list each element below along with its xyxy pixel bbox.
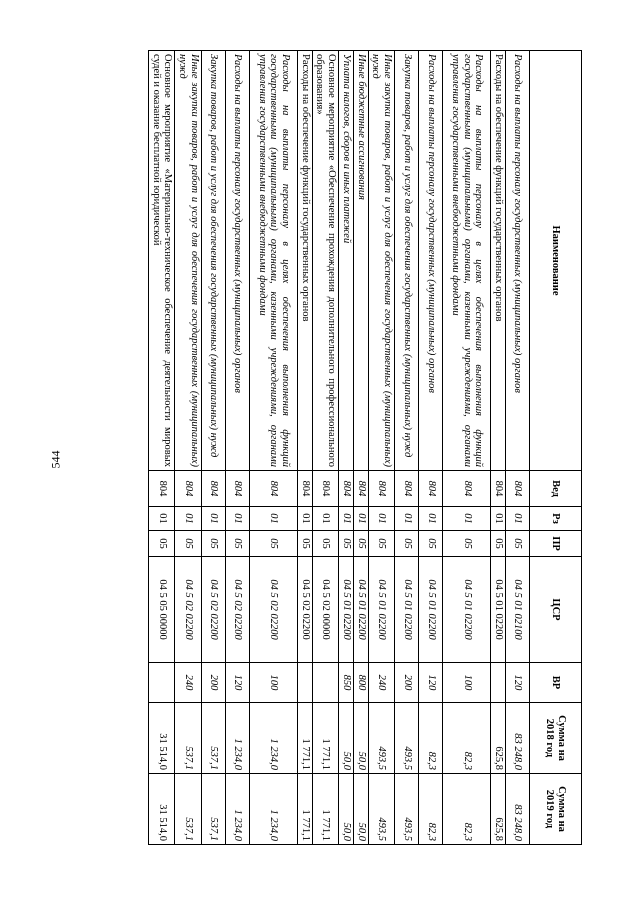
row-rz: 01 <box>354 507 369 531</box>
row-sum-2019: 537,1 <box>202 774 226 845</box>
row-ved: 804 <box>298 471 313 507</box>
table-row <box>226 51 250 845</box>
row-rz: 01 <box>226 507 250 531</box>
row-rz: 01 <box>419 507 443 531</box>
row-csr: 04 5 05 00000 <box>149 557 176 663</box>
row-rz: 01 <box>175 507 202 531</box>
row-sum-2018: 537,1 <box>175 703 202 774</box>
table-row <box>202 51 226 845</box>
row-csr: 04 5 01 02200 <box>491 557 506 663</box>
row-rz: 01 <box>506 507 530 531</box>
row-name: Уплата налогов, сборов и иных платежей <box>339 51 354 471</box>
row-ved: 804 <box>312 471 339 507</box>
table-row <box>250 51 298 845</box>
row-csr: 04 5 02 02200 <box>202 557 226 663</box>
row-pr: 05 <box>354 531 369 557</box>
row-pr: 05 <box>506 531 530 557</box>
row-csr: 04 5 01 02200 <box>419 557 443 663</box>
row-rz: 01 <box>202 507 226 531</box>
row-pr: 05 <box>419 531 443 557</box>
row-csr: 04 5 01 02200 <box>339 557 354 663</box>
row-vr <box>298 663 313 703</box>
row-name: Расходы на выплаты персоналу государственных (муниципальных) органов <box>506 51 530 471</box>
row-ved: 804 <box>149 471 176 507</box>
row-ved: 804 <box>250 471 298 507</box>
row-pr: 05 <box>149 531 176 557</box>
row-sum-2018: 493,5 <box>395 703 419 774</box>
page-number: 544 <box>48 450 63 469</box>
row-rz: 01 <box>298 507 313 531</box>
row-vr <box>312 663 339 703</box>
row-sum-2018: 493,5 <box>368 703 395 774</box>
table-row <box>506 51 530 845</box>
row-pr: 05 <box>339 531 354 557</box>
row-sum-2019: 1 771,1 <box>312 774 339 845</box>
row-name: Расходы на выплаты персоналу государственных (муниципальных) органов <box>226 51 250 471</box>
row-sum-2019: 493,5 <box>395 774 419 845</box>
row-ved: 804 <box>506 471 530 507</box>
table-row <box>339 51 354 845</box>
row-vr: 100 <box>443 663 491 703</box>
row-sum-2019: 1 771,1 <box>298 774 313 845</box>
row-sum-2018: 83 248,0 <box>506 703 530 774</box>
table-row <box>368 51 395 845</box>
table-row <box>312 51 339 845</box>
row-vr: 120 <box>506 663 530 703</box>
row-pr: 05 <box>395 531 419 557</box>
row-csr: 04 5 01 02100 <box>506 557 530 663</box>
header-rz: Рз <box>530 507 582 531</box>
row-ved: 804 <box>339 471 354 507</box>
row-rz: 01 <box>395 507 419 531</box>
row-name: Основное мероприятие «Материально-техническое обеспечение деятельности мировых судей и оказание бесплатной юридической <box>149 51 176 471</box>
row-pr: 05 <box>443 531 491 557</box>
row-sum-2018: 1 771,1 <box>312 703 339 774</box>
table-row <box>354 51 369 845</box>
row-sum-2019: 537,1 <box>175 774 202 845</box>
row-sum-2018: 1 771,1 <box>298 703 313 774</box>
row-ved: 804 <box>419 471 443 507</box>
row-sum-2018: 1 234,0 <box>226 703 250 774</box>
row-sum-2019: 82,3 <box>443 774 491 845</box>
table-row <box>491 51 506 845</box>
row-vr: 120 <box>419 663 443 703</box>
row-pr: 05 <box>312 531 339 557</box>
header-pr: ПР <box>530 531 582 557</box>
row-csr: 04 5 01 02200 <box>368 557 395 663</box>
row-csr: 04 5 01 02200 <box>395 557 419 663</box>
row-csr: 04 5 02 02200 <box>226 557 250 663</box>
row-name: Расходы на обеспечение функций государственных органов <box>491 51 506 471</box>
row-rz: 01 <box>339 507 354 531</box>
row-vr: 120 <box>226 663 250 703</box>
row-name: Иные закупки товаров, работ и услуг для обеспечения государственных (муниципальных) нужд <box>368 51 395 471</box>
row-csr: 04 5 01 02200 <box>354 557 369 663</box>
row-sum-2019: 625,8 <box>491 774 506 845</box>
row-csr: 04 5 02 02200 <box>250 557 298 663</box>
row-name: Иные бюджетные ассигнования <box>354 51 369 471</box>
row-vr: 240 <box>175 663 202 703</box>
row-name: Расходы на выплаты персоналу в целях обеспечения выполнения функций государственными (муниципальными) органами, казенными учреждениями, органами управления государственными внебюджетными фондами <box>443 51 491 471</box>
row-vr <box>491 663 506 703</box>
row-sum-2018: 1 234,0 <box>250 703 298 774</box>
header-name: Наименование <box>530 51 582 471</box>
row-rz: 01 <box>312 507 339 531</box>
row-name: Расходы на обеспечение функций государственных органов <box>298 51 313 471</box>
table-row <box>175 51 202 845</box>
table-header-row <box>530 51 582 845</box>
row-pr: 05 <box>202 531 226 557</box>
table-row <box>419 51 443 845</box>
rotated-page-content <box>68 50 582 844</box>
table-row <box>395 51 419 845</box>
row-sum-2018: 82,3 <box>419 703 443 774</box>
header-vr: ВР <box>530 663 582 703</box>
row-name: Расходы на выплаты персоналу в целях обеспечения выполнения функций государственными (муниципальными) органами, казенными учреждениями, органами управления государственными внебюджетными фондами <box>250 51 298 471</box>
row-sum-2018: 82,3 <box>443 703 491 774</box>
row-sum-2018: 31 514,0 <box>149 703 176 774</box>
row-vr: 100 <box>250 663 298 703</box>
row-sum-2019: 83 248,0 <box>506 774 530 845</box>
row-csr: 04 5 02 02200 <box>175 557 202 663</box>
table-row <box>443 51 491 845</box>
row-rz: 01 <box>491 507 506 531</box>
row-ved: 804 <box>368 471 395 507</box>
row-pr: 05 <box>368 531 395 557</box>
row-ved: 804 <box>443 471 491 507</box>
row-vr: 800 <box>354 663 369 703</box>
row-name: Закупка товаров, работ и услуг для обеспечения государственных (муниципальных) нужд <box>395 51 419 471</box>
header-ved: Вед <box>530 471 582 507</box>
row-pr: 05 <box>175 531 202 557</box>
row-csr: 04 5 02 02200 <box>298 557 313 663</box>
row-vr: 850 <box>339 663 354 703</box>
row-csr: 04 5 01 02200 <box>443 557 491 663</box>
row-sum-2018: 625,8 <box>491 703 506 774</box>
budget-table <box>148 50 582 845</box>
row-rz: 01 <box>149 507 176 531</box>
row-rz: 01 <box>443 507 491 531</box>
row-vr: 240 <box>368 663 395 703</box>
row-csr: 04 5 02 00000 <box>312 557 339 663</box>
row-ved: 804 <box>226 471 250 507</box>
row-sum-2019: 493,5 <box>368 774 395 845</box>
row-ved: 804 <box>175 471 202 507</box>
row-sum-2019: 1 234,0 <box>250 774 298 845</box>
row-name: Основное мероприятие «Обеспечение прохождения дополнительного профессионального образования» <box>312 51 339 471</box>
table-row <box>298 51 313 845</box>
row-ved: 804 <box>202 471 226 507</box>
header-sum-2019: Сумма на 2019 год <box>530 774 582 845</box>
row-vr: 200 <box>395 663 419 703</box>
table-row <box>149 51 176 845</box>
row-vr <box>149 663 176 703</box>
header-csr: ЦСР <box>530 557 582 663</box>
row-sum-2019: 50,0 <box>339 774 354 845</box>
table-body <box>149 51 530 845</box>
row-name: Иные закупки товаров, работ и услуг для обеспечения государственных (муниципальных) нужд <box>175 51 202 471</box>
row-pr: 05 <box>298 531 313 557</box>
row-sum-2019: 50,0 <box>354 774 369 845</box>
row-rz: 01 <box>368 507 395 531</box>
row-ved: 804 <box>491 471 506 507</box>
row-vr: 200 <box>202 663 226 703</box>
row-sum-2018: 50,0 <box>354 703 369 774</box>
row-sum-2018: 50,0 <box>339 703 354 774</box>
row-pr: 05 <box>226 531 250 557</box>
header-sum-2018: Сумма на 2018 год <box>530 703 582 774</box>
row-sum-2019: 82,3 <box>419 774 443 845</box>
row-name: Расходы на выплаты персоналу государственных (муниципальных) органов <box>419 51 443 471</box>
row-rz: 01 <box>250 507 298 531</box>
row-ved: 804 <box>395 471 419 507</box>
row-sum-2019: 1 234,0 <box>226 774 250 845</box>
row-pr: 05 <box>491 531 506 557</box>
row-ved: 804 <box>354 471 369 507</box>
row-pr: 05 <box>250 531 298 557</box>
row-sum-2019: 31 514,0 <box>149 774 176 845</box>
row-name: Закупка товаров, работ и услуг для обеспечения государственных (муниципальных) нужд <box>202 51 226 471</box>
row-sum-2018: 537,1 <box>202 703 226 774</box>
